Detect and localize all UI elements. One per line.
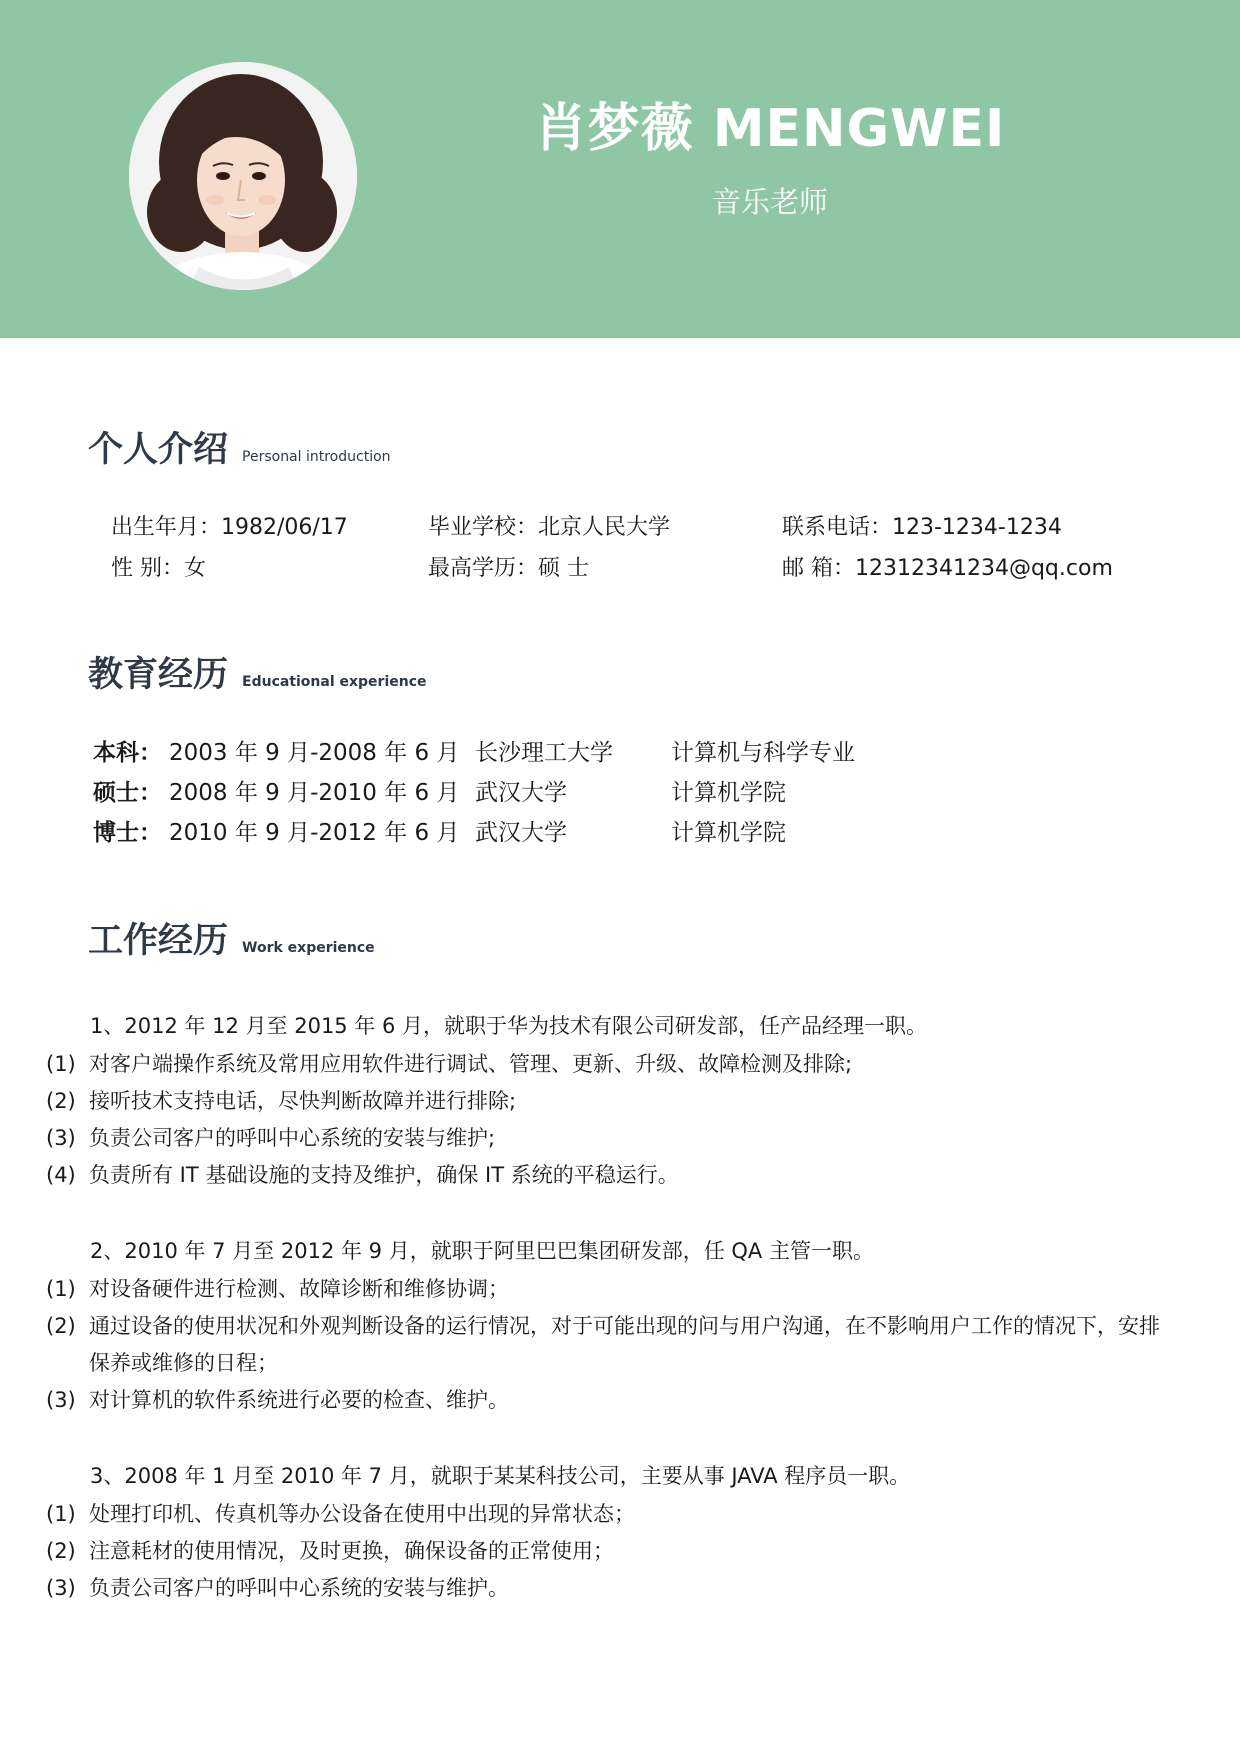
duty-number: (2) [46,1089,76,1113]
info-gender: 性 别：女 [111,556,206,581]
duty-number: (2) [46,1314,76,1338]
edu-degree: 硕士： [93,780,162,806]
edu-school: 武汉大学 [475,820,567,846]
section-title-work [88,913,375,963]
info-degree: 最高学历：硕 士 [428,556,589,581]
edu-major: 计算机与科学专业 [671,740,855,766]
section-title-personal [88,422,391,472]
duty-number: (4) [46,1163,76,1187]
duty-text: 注意耗材的使用情况，及时更换，确保设备的正常使用； [89,1539,614,1563]
job-title: 音乐老师 [711,185,828,219]
edu-school: 武汉大学 [475,780,567,806]
duty-text: 通过设备的使用状况和外观判断设备的运行情况，对于可能出现的问与用户沟通，在不影响用户工作的情况下，安排保养或维修的日程； [89,1314,1160,1375]
edu-period: 2010 年 9 月-2012 年 6 月 [169,820,460,846]
education-row [93,734,993,770]
education-row [93,814,993,850]
duty-number: (3) [46,1126,76,1150]
edu-period: 2008 年 9 月-2010 年 6 月 [169,780,460,806]
edu-degree: 博士： [93,820,162,846]
duty-text: 对计算机的软件系统进行必要的检查、维护。 [89,1388,509,1412]
section-title-en: Work experience [242,940,375,956]
candidate-name: 肖梦薇 MENGWEI [534,99,1006,159]
duty-number: (2) [46,1539,76,1563]
job-heading: 2、2010 年 7 月至 2012 年 9 月，就职于阿里巴巴集团研发部，任 QA 主管一职。 [90,1239,874,1263]
job-heading: 3、2008 年 1 月至 2010 年 7 月，就职于某某科技公司，主要从事 JAVA 程序员一职。 [90,1464,911,1488]
section-title-cn: 个人介绍 [88,430,229,470]
duty-number: (3) [46,1576,76,1600]
duty-text: 处理打印机、传真机等办公设备在使用中出现的异常状态； [89,1502,635,1526]
duty-text: 对设备硬件进行检测、故障诊断和维修协调； [89,1277,509,1301]
duty-number: (1) [46,1502,76,1526]
duty-text: 负责公司客户的呼叫中心系统的安装与维护; [89,1126,496,1150]
edu-major: 计算机学院 [671,780,786,806]
info-birth: 出生年月：1982/06/17 [111,515,348,540]
edu-period: 2003 年 9 月-2008 年 6 月 [169,740,460,766]
avatar [129,62,357,290]
section-title-cn: 教育经历 [88,655,229,695]
duty-number: (1) [46,1052,76,1076]
info-email: 邮 箱：12312341234@qq.com [782,556,1113,581]
avatar-photo [129,62,357,290]
section-title-en: Personal introduction [242,449,391,465]
education-row [93,774,993,810]
section-title-education [88,647,427,697]
duty-number: (1) [46,1277,76,1301]
info-phone: 联系电话：123-1234-1234 [782,515,1062,540]
edu-major: 计算机学院 [671,820,786,846]
section-title-en: Educational experience [242,674,427,690]
duty-text: 负责公司客户的呼叫中心系统的安装与维护。 [89,1576,509,1600]
edu-degree: 本科： [93,740,162,766]
edu-school: 长沙理工大学 [475,740,613,766]
info-school: 毕业学校：北京人民大学 [428,515,671,540]
job-heading: 1、2012 年 12 月至 2015 年 6 月，就职于华为技术有限公司研发部，任产品经理一职。 [90,1014,928,1038]
duty-number: (3) [46,1388,76,1412]
duty-text: 负责所有 IT 基础设施的支持及维护，确保 IT 系统的平稳运行。 [89,1163,679,1187]
duty-text: 对客户端操作系统及常用应用软件进行调试、管理、更新、升级、故障检测及排除; [89,1052,853,1076]
duty-text: 接听技术支持电话，尽快判断故障并进行排除; [89,1089,517,1113]
section-title-cn: 工作经历 [88,921,229,961]
